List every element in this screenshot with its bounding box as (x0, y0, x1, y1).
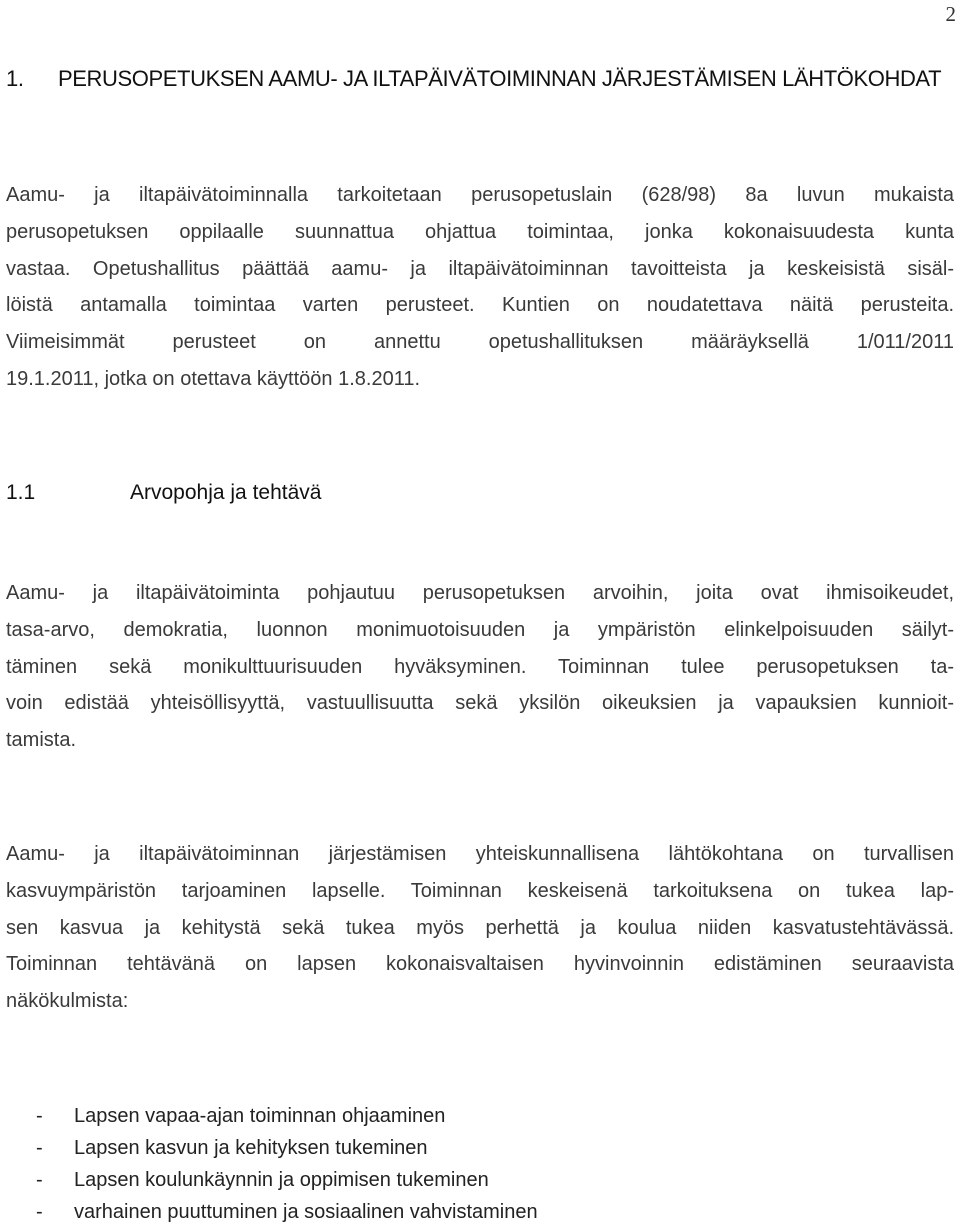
list-item (36, 1100, 538, 1132)
paragraph-line: täminen sekä monikulttuurisuuden hyväksyminen. Toiminnan tulee perusopetuksen ta- (6, 655, 954, 678)
section-heading (6, 66, 956, 92)
bullet-list (36, 1100, 538, 1228)
bullet-marker: - (36, 1137, 43, 1159)
values-paragraph (6, 575, 954, 759)
bullet-marker: - (36, 1105, 43, 1127)
paragraph-line: näkökulmista: (6, 990, 129, 1013)
subsection-number: 1.1 (6, 481, 36, 504)
paragraph-line: 19.1.2011, jotka on otettava käyttöön 1.8.2011. (6, 367, 421, 390)
paragraph-line: sen kasvua ja kehitystä sekä tukea myös perhettä ja koulua niiden kasvatustehtävässä. (6, 916, 954, 939)
paragraph-line: Aamu- ja iltapäivätoiminta pohjautuu perusopetuksen arvoihin, joita ovat ihmisoikeudet, (6, 582, 954, 604)
list-item-text: Lapsen vapaa-ajan toiminnan ohjaaminen (74, 1105, 446, 1127)
paragraph-line: Aamu- ja iltapäivätoiminnalla tarkoitetaan perusopetuslain (628/98) 8a luvun mukaista (6, 184, 954, 206)
paragraph-line: Toiminnan tehtävänä on lapsen kokonaisvaltaisen hyvinvoinnin edistäminen seuraavista (6, 953, 954, 976)
section-title: PERUSOPETUKSEN AAMU- JA ILTAPÄIVÄTOIMINNAN JÄRJESTÄMISEN LÄHTÖKOHDAT (58, 66, 942, 91)
paragraph-line: kasvuympäristön tarjoaminen lapselle. Toiminnan keskeisenä tarkoituksena on tukea lap- (6, 879, 954, 902)
purpose-paragraph (6, 836, 954, 1020)
bullet-marker: - (36, 1169, 43, 1191)
list-item-text: Lapsen kasvun ja kehityksen tukeminen (74, 1137, 428, 1159)
page-number: 2 (945, 2, 956, 26)
bullet-marker: - (36, 1201, 43, 1223)
subsection-heading (6, 481, 321, 505)
paragraph-line: tasa-arvo, demokratia, luonnon monimuotoisuuden ja ympäristön elinkelpoisuuden säilyt- (6, 618, 954, 641)
paragraph-line: Viimeisimmät perusteet on annettu opetushallituksen määräyksellä 1/011/2011 (6, 331, 954, 354)
list-item-text: varhainen puuttuminen ja sosiaalinen vahvistaminen (74, 1201, 538, 1223)
paragraph-line: perusopetuksen oppilaalle suunnattua ohjattua toimintaa, jonka kokonaisuudesta kunta (6, 220, 954, 243)
paragraph-line: Aamu- ja iltapäivätoiminnan järjestämisen yhteiskunnallisena lähtökohtana on turvallisen (6, 843, 954, 865)
paragraph-line: vastaa. Opetushallitus päättää aamu- ja iltapäivätoiminnan tavoitteista ja keskeisistä sisäl- (6, 257, 954, 280)
intro-paragraph (6, 177, 954, 398)
list-item (36, 1132, 538, 1164)
list-item-text: Lapsen koulunkäynnin ja oppimisen tukeminen (74, 1169, 489, 1191)
paragraph-line: voin edistää yhteisöllisyyttä, vastuullisuutta sekä yksilön oikeuksien ja vapauksien kunnioit- (6, 692, 954, 715)
list-item (36, 1164, 538, 1196)
paragraph-line: tamista. (6, 729, 77, 752)
paragraph-line: löistä antamalla toimintaa varten perusteet. Kuntien on noudatettava näitä perusteita. (6, 294, 954, 317)
subsection-title: Arvopohja ja tehtävä (130, 481, 322, 504)
section-number: 1. (6, 66, 24, 91)
list-item (36, 1196, 538, 1228)
